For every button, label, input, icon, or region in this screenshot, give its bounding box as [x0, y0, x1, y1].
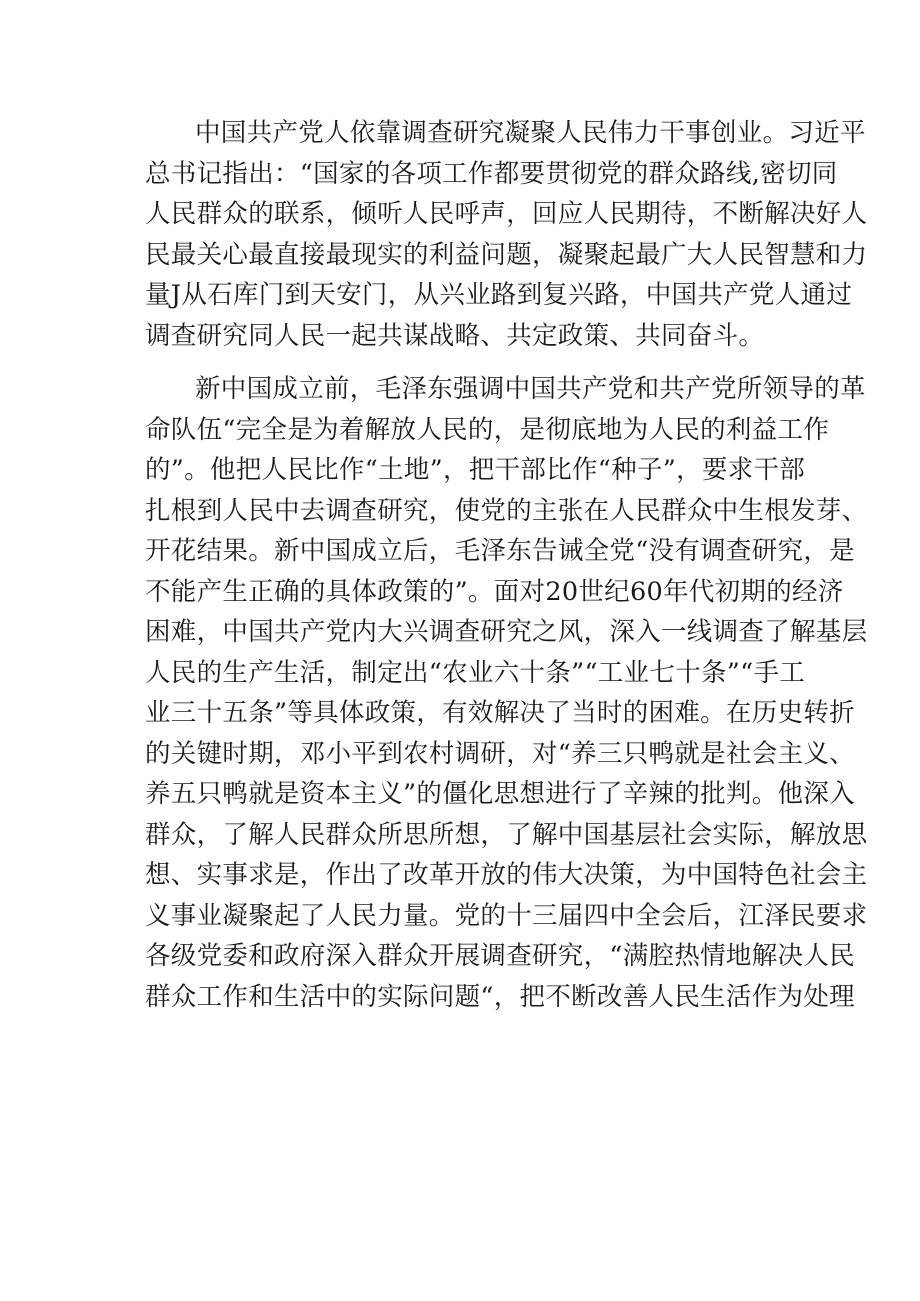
paragraph-line: 各级党委和政府深入群众开展调查研究，“满腔热情地解决人民: [145, 941, 855, 971]
paragraph-line: 中国共产党人依靠调查研究凝聚人民伟力干事创业。习近平: [195, 118, 866, 148]
paragraph-line: 总书记指出：“国家的各项工作都要贯彻党的群众路线,密切同: [145, 158, 838, 189]
paragraph-line: 困难，中国共产党内大兴调查研究之风，深入一线调查了解基层: [145, 617, 868, 647]
paragraph-2: [145, 369, 868, 1017]
paragraph-line: 群众，了解人民群众所思所想，了解中国基层社会实际，解放思: [145, 819, 868, 850]
paragraph-1: [145, 113, 868, 356]
paragraph-line: 人民的生产生活，制定出“农业六十条”“工业七十条”“手工: [145, 657, 806, 688]
paragraph-line: 人民群众的联系，倾听人民呼声，回应人民期待，不断解决好人: [145, 199, 868, 229]
paragraph-line: 命队伍“完全是为着解放人民的，是彻底地为人民的利益工作: [145, 414, 830, 445]
paragraph-line: 量J从石库门到天安门，从兴业路到复兴路，中国共产党人通过: [145, 280, 853, 310]
paragraph-line: 开花结果。新中国成立后，毛泽东告诫全党“没有调查研究，是: [145, 536, 855, 566]
paragraph-line: 不能产生正确的具体政策的”。面对20世纪60年代初期的经济: [145, 576, 844, 607]
paragraph-line: 群众工作和生活中的实际问题“，把不断改善人民生活作为处理: [145, 981, 855, 1012]
paragraph-line: 养五只鸭就是资本主义”的僵化思想进行了辛辣的批判。他深入: [145, 779, 855, 809]
paragraph-line: 想、实事求是，作出了改革开放的伟大决策，为中国特色社会主: [145, 860, 868, 890]
paragraph-line: 民最关心最直接最现实的利益问题，凝聚起最广大人民智慧和力: [145, 239, 868, 270]
paragraph-line: 新中国成立前，毛泽东强调中国共产党和共产党所领导的革: [195, 374, 866, 404]
paragraph-line: 扎根到人民中去调查研究，使党的主张在人民群众中生根发芽、: [145, 495, 868, 526]
document-body: [145, 113, 868, 1017]
paragraph-line: 的”。他把人民比作“土地”，把干部比作“种子”，要求干部: [145, 455, 806, 485]
paragraph-line: 调查研究同人民一起共谋战略、共定政策、共同奋斗。: [145, 320, 765, 351]
paragraph-line: 的关键时期，邓小平到农村调研，对“养三只鸭就是社会主义、: [145, 738, 855, 769]
paragraph-line: 业三十五条”等具体政策，有效解决了当时的困难。在历史转折: [145, 698, 855, 728]
paragraph-line: 义事业凝聚起了人民力量。党的十三届四中全会后，江泽民要求: [145, 900, 868, 931]
